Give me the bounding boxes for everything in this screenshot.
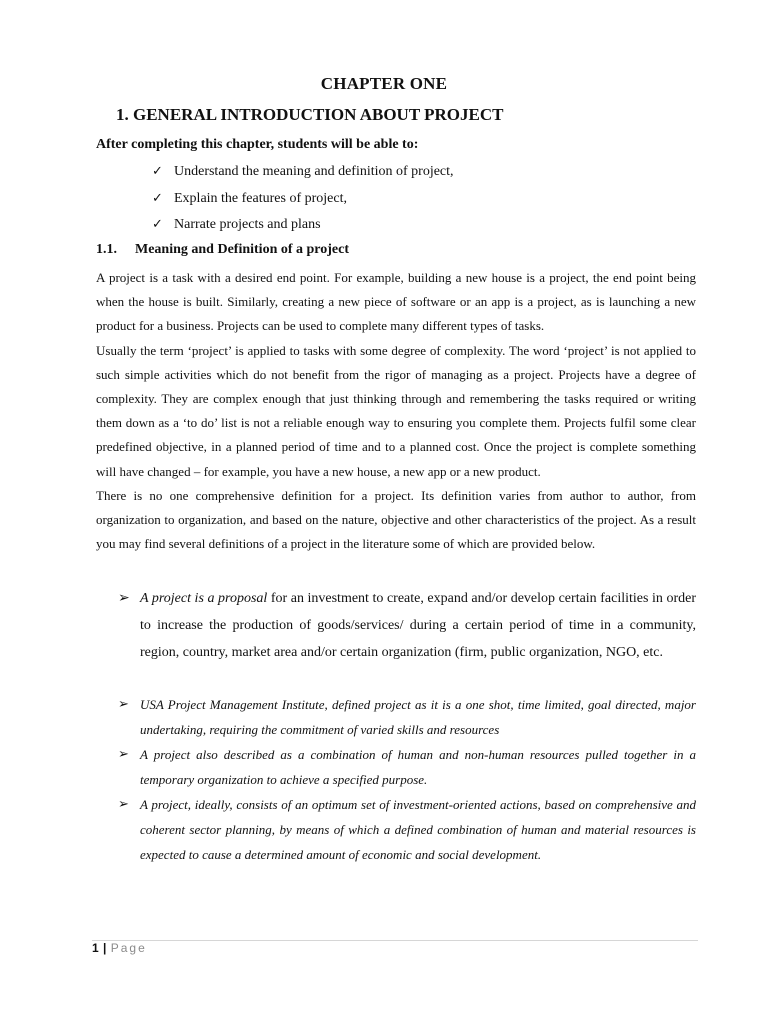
paragraph: A project is a task with a desired end point. For example, building a new house is a project, the end point being when the house is built. Similarly, creating a new piece of software or an app is a project, as is launching a new product for a business. Projects can be used to complete many different types of tasks. bbox=[96, 270, 696, 334]
arrow-bullet-icon: ➢ bbox=[118, 747, 129, 762]
body-text bbox=[96, 266, 696, 556]
page-separator: | bbox=[103, 941, 107, 955]
definition-list-primary bbox=[118, 585, 696, 666]
checkmark-icon: ✓ bbox=[152, 217, 163, 232]
arrow-bullet-icon: ➢ bbox=[118, 590, 130, 606]
definition-item bbox=[118, 692, 696, 742]
page-footer bbox=[92, 941, 147, 955]
definition-item bbox=[118, 792, 696, 867]
checkmark-icon: ✓ bbox=[152, 190, 163, 206]
definition-list-secondary bbox=[118, 692, 696, 867]
objectives-intro: After completing this chapter, students will be able to: bbox=[96, 137, 419, 152]
objective-item bbox=[152, 162, 454, 189]
objective-text: Narrate projects and plans bbox=[174, 217, 321, 232]
definition-text: for an investment to create, expand and/or develop certain facilities in order to increase the production of goods/services/ during a certain period of time in a community, region, country, market area and/or certain organization (firm, public organization, NGO, etc. bbox=[140, 591, 696, 660]
footer-divider bbox=[92, 940, 698, 941]
subsection-number: 1.1. bbox=[96, 242, 117, 257]
objective-text: Explain the features of project, bbox=[174, 190, 347, 206]
paragraph: Usually the term ‘project’ is applied to tasks with some degree of complexity. The word ‘project’ is not applied to such simple activities which do not benefit from the rigor of managing as a project. Projects have a degree of complexity. They are complex enough that just thinking through and remembering the tasks required or writing them down as a ‘to do’ list is not a reliable enough way to ensuring you complete them. Projects fulfil some clear predefined objective, in a planned period of time and to a planned cost. Once the project is complete something will have changed – for example, you have a new house, a new app or a new product. bbox=[96, 342, 696, 479]
objective-text: Understand the meaning and definition of project, bbox=[174, 164, 454, 179]
objectives-list bbox=[152, 162, 454, 242]
chapter-title: CHAPTER ONE bbox=[320, 74, 448, 93]
subsection-title: Meaning and Definition of a project bbox=[135, 242, 350, 257]
definition-item bbox=[118, 742, 696, 792]
definition-text: USA Project Management Institute, defined project as it is a one shot, time limited, goal directed, major undertaking, requiring the commitment of varied skills and resources bbox=[140, 697, 696, 737]
checkmark-icon: ✓ bbox=[152, 164, 163, 179]
section-title: 1. GENERAL INTRODUCTION ABOUT PROJECT bbox=[116, 105, 504, 124]
objective-item bbox=[152, 215, 454, 242]
objective-item bbox=[152, 189, 454, 216]
arrow-bullet-icon: ➢ bbox=[118, 697, 129, 712]
paragraph: There is no one comprehensive definition for a project. Its definition varies from author to author, from organization to organization, and based on the nature, objective and other characteristics of the project. As a result you may find several definitions of a project in the literature some of which are provided below. bbox=[96, 487, 696, 552]
definition-lead: A project is a proposal bbox=[140, 591, 268, 606]
definition-text: A project, ideally, consists of an optimum set of investment-oriented actions, based on comprehensive and coherent sector planning, by means of which a defined combination of human and material resources is expected to cause a determined amount of economic and social development. bbox=[140, 797, 696, 862]
page-label: Page bbox=[110, 941, 147, 955]
page-number: 1 bbox=[92, 941, 100, 955]
subsection-heading bbox=[96, 242, 349, 258]
arrow-bullet-icon: ➢ bbox=[118, 797, 129, 812]
definition-text: A project also described as a combination of human and non-human resources pulled together in a temporary organization to achieve a specified purpose. bbox=[140, 747, 696, 787]
definition-item bbox=[118, 585, 696, 666]
